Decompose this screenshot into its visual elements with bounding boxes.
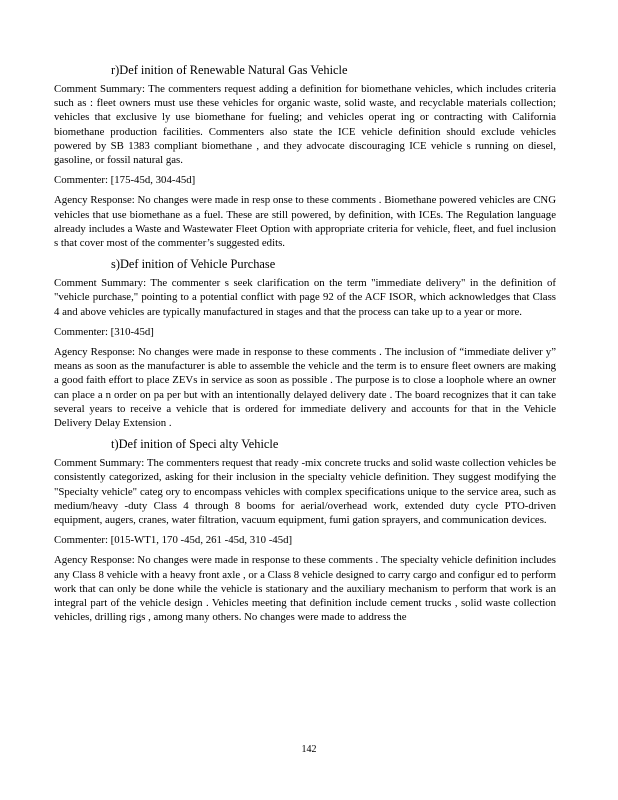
document-page (54, 62, 556, 631)
comment-summary: Comment Summary: The commenter s seek clarification on the term "immediate delivery" in the definition of "vehicle purchase," pointing to a potential conflict with page 92 of the ACF ISOR, which acknowledges that Class 4 and above vehicles are typically manufactured in stages and that the process can take up to a year or more. (54, 277, 556, 318)
commenter-ids: Commenter: [015-WT1, 170 -45d, 261 -45d, 310 -45d] (54, 534, 293, 547)
page-number: 142 (301, 744, 317, 755)
section-renewable-natural-gas-vehicle (54, 62, 556, 250)
section-heading: s)Def inition of Vehicle Purchase (111, 257, 276, 272)
commenter-ids: Commenter: [310-45d] (54, 325, 154, 338)
section-specialty-vehicle (54, 436, 556, 624)
comment-summary: Comment Summary: The commenters request adding a definition for biomethane vehicles, which includes criteria such as : fleet owners must use these vehicles for organic waste, solid waste, and recyclable materials collection; vehicles that exclusive ly use biomethane for fueling; and vehicles operat ing or contracting with California biomethane production facilities. Commenters also state the ICE vehicle definition should exclude vehicles powered by SB 1383 compliant biomethane , and they advocate discouraging ICE vehicle s running on diesel, gasoline, or fossil natural gas. (54, 83, 556, 167)
section-heading: r)Def inition of Renewable Natural Gas Vehicle (111, 63, 348, 77)
section-vehicle-purchase (54, 256, 556, 430)
section-heading: t)Def inition of Speci alty Vehicle (111, 437, 279, 452)
agency-response: Agency Response: No changes were made in resp onse to these comments . Biomethane powered vehicles are CNG vehicles that use biomethane as a fuel. These are still powered, by definition, with ICEs. The Regulation language already includes a Waste and Wastewater Fleet Option with appropriate criteria for vehicle, fleet, and fuel inclusion s that cover most of the commenter’s suggested edits. (54, 194, 556, 250)
commenter-ids: Commenter: [175-45d, 304-45d] (54, 174, 196, 187)
comment-summary: Comment Summary: The commenters request that ready -mix concrete trucks and solid waste collection vehicles be consistently categorized, asking for their inclusion in the specialty vehicle definition. They suggest modifying the "Specialty vehicle" categ ory to encompass vehicles with complex specifications unique to the service area, such as medium/heavy -duty Class 4 through 8 booms for aerial/overhead work, extended duty cycle PTO-driven equipment, augers, cranes, water filtration, vacuum equipment, fumi gation sprayers, and communication devices. (54, 457, 556, 527)
agency-response: Agency Response: No changes were made in response to these comments . The inclusion of “immediate deliver y” means as soon as the manufacturer is able to assemble the vehicle and the term is to ensure fleet owners are making a good faith effort to place ZEVs in service as soon as possible . The purpose is to close a loophole where an owner can place a n order on pa per but with an intentionally delayed delivery date . The board recognizes that it can take several years to receive a vehicle that is ordered for immediate delivery and accounts for that in the Vehicle Delivery Delay Extension . (54, 346, 556, 430)
agency-response: Agency Response: No changes were made in response to these comments . The specialty vehicle definition includes any Class 8 vehicle with a heavy front axle , or a Class 8 vehicle designed to carry cargo and configur ed to perform work that can only be done while the vehicle is stationary and the auxiliary mechanism to perform that work is an integral part of the vehicle design . Vehicles meeting that definition include cement trucks , solid waste collection vehicles, drilling rigs , among many others. No changes were made to address the (54, 554, 556, 624)
